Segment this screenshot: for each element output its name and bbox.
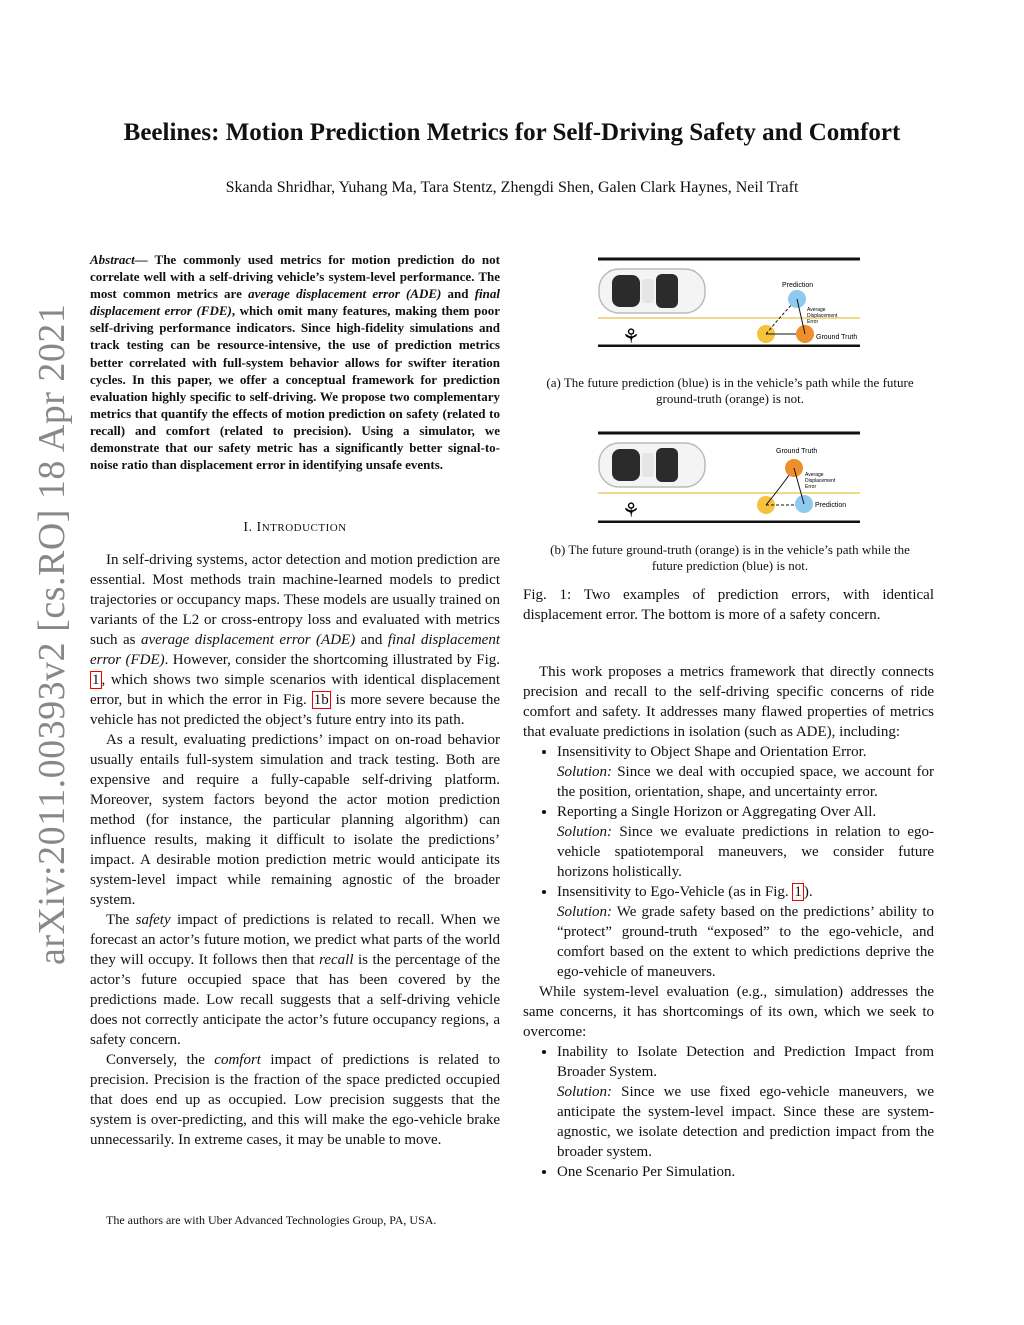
abstract-and: and xyxy=(441,286,475,302)
label-prediction: Prediction xyxy=(782,282,814,289)
label-ade-3: Error xyxy=(805,484,817,490)
author-list: Skanda Shridhar, Yuhang Ma, Tara Stentz, Zhengdi Shen, Galen Clark Haynes, Neil Traft xyxy=(225,179,799,196)
figure-1b-svg xyxy=(598,431,860,523)
label-ground-truth: Ground Truth xyxy=(776,448,818,455)
intro-text: . However, consider the shortcoming illustrated by Fig. xyxy=(164,652,500,668)
solution-text: Since we deal with occupied space, we account for the position, orientation, shape, and uncertainty error. xyxy=(557,764,934,800)
pedestrian-icon: ⚘ xyxy=(622,324,640,347)
item-title: Insensitivity to Object Shape and Orientation Error. xyxy=(557,744,867,760)
intro-text: , which shows two simple scenarios with identical displacement error, but in which the error in Fig. xyxy=(90,672,500,708)
figure-1a-svg xyxy=(598,257,860,347)
solution-label: Solution: xyxy=(557,904,612,920)
intro-text: impact of predictions is related to precision. Precision is the fraction of the space predicted occupied that does end up as occupied. Low precision suggests that the system is over-predicting, and this will make the ego-vehicle brake unnecessarily. In extreme cases, it may be unable to move. xyxy=(90,1052,500,1148)
ego-vehicle-icon xyxy=(599,269,705,313)
solution-label: Solution: xyxy=(557,1084,612,1100)
intro-paragraph-3 xyxy=(90,910,500,1050)
introduction-body xyxy=(90,550,500,1150)
item-title-end: ). xyxy=(803,884,813,900)
section-number: I. xyxy=(243,520,257,535)
item-title: Inability to Isolate Detection and Prediction Impact from Broader System. xyxy=(557,1044,934,1080)
intro-text: is the percentage of the actor’s future occupied space that has been covered by the predictions made. Low recall suggests that a self-driving vehicle does not correctly anticipate the actor’s future occupancy regions, a safety concern. xyxy=(90,952,500,1048)
right-paragraph-2: While system-level evaluation (e.g., simulation) addresses the same concerns, it has shortcomings of its own, which we seek to overcome: xyxy=(523,984,934,1040)
arxiv-identifier: arXiv:2011.00393v2 [cs.RO] 18 Apr 2021 xyxy=(31,303,73,965)
label-ground-truth: Ground Truth xyxy=(816,334,858,341)
solution-text: We grade safety based on the predictions’ ability to “protect” ground-truth “exposed” to the ego-vehicle, and comfort based on the extent to which predictions deprive the ego-vehicle of maneuvers. xyxy=(557,904,934,980)
intro-safety: safety xyxy=(135,912,171,928)
intro-comfort: comfort xyxy=(214,1052,261,1068)
intro-recall: recall xyxy=(319,952,354,968)
section-title-rest: NTRODUCTION xyxy=(261,522,347,534)
abstract-text: The commonly used metrics for motion prediction do not correlate well with a self-driving vehicle’s system-level performance. The most common metrics are xyxy=(90,252,500,302)
label-ade-1: Average xyxy=(805,472,824,478)
ego-vehicle-icon xyxy=(599,443,705,487)
figure-1b-link[interactable]: 1b xyxy=(313,692,329,708)
list-item xyxy=(557,882,934,982)
flaw-list xyxy=(523,742,934,982)
intro-fde: final displacement error (FDE) xyxy=(90,632,500,668)
section-first-letter: I xyxy=(256,520,262,535)
list-item xyxy=(557,1162,934,1182)
intro-paragraph-1 xyxy=(90,550,500,730)
subcaption-1b: (b) The future ground-truth (orange) is in the vehicle’s path while the future prediction (blue) is not. xyxy=(550,542,910,573)
subcaption-1a: (a) The future prediction (blue) is in the vehicle’s path while the future ground-truth (orange) is not. xyxy=(546,375,914,406)
list-item xyxy=(557,742,934,802)
abstract-text-2: , which omit many features, making them poor self-driving performance indicators. Since high-fidelity simulations and track testing can be resource-intensive, the use of prediction metrics better correlated with full-system behavior allows for swifter iteration cycles. In this paper, we offer a conceptual framework for prediction evaluation highly specific to self-driving. We propose two complementary metrics that quantify the effects of motion prediction on safety (related to recall) and comfort (related to precision). Using a simulator, we demonstrate that our safety metric has a significantly better signal-to-noise ratio than displacement error in identifying unsafe events. xyxy=(90,303,500,473)
intro-paragraph-2: As a result, evaluating predictions’ impact on on-road behavior usually entails full-system simulation and track testing. Both are expensive and require a fully-capable self-driving platform. Moreover, system factors beyond the actor motion prediction method (for instance, the particular planning algorithm) can influence results, making it difficult to isolate the predictions’ impact. A desirable motion prediction metric would anticipate its system-level impact while remaining agnostic of the broader system. xyxy=(90,732,500,908)
intro-ade: average displacement error (ADE) xyxy=(140,632,356,648)
intro-text: and xyxy=(355,632,388,648)
right-column-body xyxy=(523,662,934,1182)
abstract xyxy=(90,251,500,473)
figure-1a xyxy=(598,257,860,347)
intro-text: impact of predictions is related to recall. When we forecast an actor’s future motion, we predict what parts of the world they will occupy. It follows then that xyxy=(90,912,500,968)
item-title: One Scenario Per Simulation. xyxy=(557,1164,736,1180)
label-ade-1: Average xyxy=(807,307,826,313)
abstract-fde: final displacement error (FDE) xyxy=(90,286,500,319)
figure-1b xyxy=(598,431,860,522)
label-ade-3: Error xyxy=(807,319,819,325)
label-ade-2: Displacement xyxy=(805,478,836,484)
figure-1-link[interactable]: 1 xyxy=(794,884,802,900)
solution-text: Since we use fixed ego-vehicle maneuvers, we anticipate the system-level impact. Since these are system-agnostic, we isolate detection and prediction impact from the broader system. xyxy=(557,1084,934,1160)
solution-text: Since we evaluate predictions in relation to ego-vehicle spatiotemporal maneuvers, we consider future horizons holistically. xyxy=(557,824,934,880)
pedestrian-icon: ⚘ xyxy=(622,498,640,522)
abstract-ade: average displacement error (ADE) xyxy=(248,286,442,302)
shortcoming-list xyxy=(523,1042,934,1182)
intro-text: is more severe because the vehicle has not predicted the object’s future entry into its path. xyxy=(90,692,500,728)
label-prediction: Prediction xyxy=(815,502,847,509)
solution-label: Solution: xyxy=(557,824,612,840)
label-ade-2: Displacement xyxy=(807,313,838,319)
intro-text: Conversely, the xyxy=(106,1052,215,1068)
item-title: Reporting a Single Horizon or Aggregating Over All. xyxy=(557,804,877,820)
figure-1-caption: Fig. 1: Two examples of prediction errors, with identical displacement error. The bottom is more of a safety concern. xyxy=(523,587,934,623)
intro-text: In self-driving systems, actor detection and motion prediction are essential. Most methods train machine-learned models to predict trajectories or occupancy maps. These models are usually trained on variants of the L2 or cross-entropy loss and evaluated with metrics such as xyxy=(90,552,500,648)
list-item xyxy=(557,802,934,882)
ground-truth-path-arrow xyxy=(766,471,792,505)
affiliation-footnote: The authors are with Uber Advanced Technologies Group, PA, USA. xyxy=(106,1213,437,1227)
item-title: Insensitivity to Ego-Vehicle (as in Fig. xyxy=(557,884,793,900)
figure-1-link[interactable]: 1 xyxy=(92,672,100,688)
intro-text: The xyxy=(106,912,136,928)
section-heading-introduction xyxy=(90,520,500,536)
intro-paragraph-4 xyxy=(90,1050,500,1150)
paper-title: Beelines: Motion Prediction Metrics for Self-Driving Safety and Comfort xyxy=(123,119,901,146)
right-paragraph-1: This work proposes a metrics framework that directly connects precision and recall to the self-driving specific concerns of ride comfort and safety. It addresses many flawed properties of metrics that evaluate predictions in isolation (such as ADE), including: xyxy=(523,664,934,740)
abstract-lead: Abstract— xyxy=(90,252,148,267)
list-item xyxy=(557,1042,934,1162)
solution-label: Solution: xyxy=(557,764,612,780)
